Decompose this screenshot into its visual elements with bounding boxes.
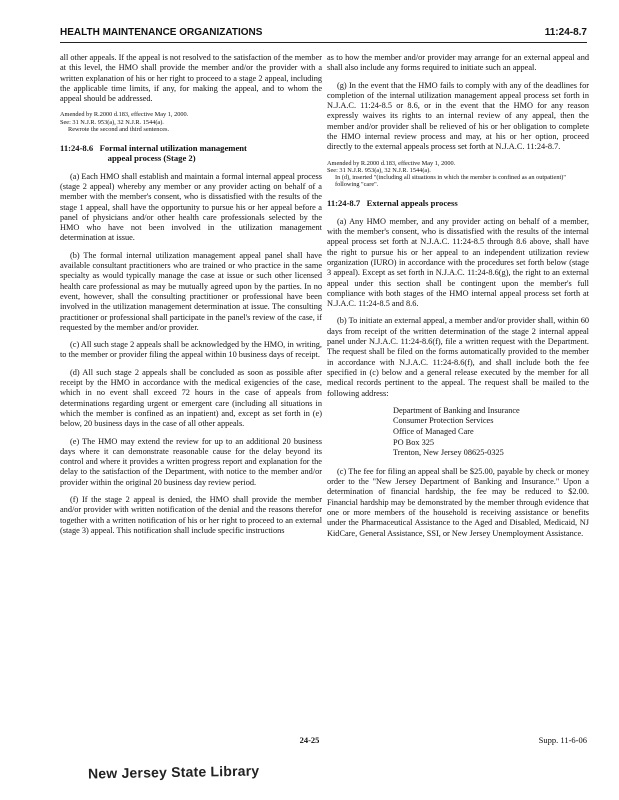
section-title: External appeals process	[366, 198, 458, 209]
section-number: 11:24-8.7	[327, 198, 361, 209]
paragraph-c: (c) The fee for filing an appeal shall be $25.00, payable by check or money order to the "New Jersey Department of Banking and Insurance." Upon a determination of financial hardship, the fee may be reduced to $2.00. Financial hardship may be demonstrated by the member through evidence that one or more members of the household is receiving assistance or benefits under the Pharmaceutical Assistance to the Aged and Disabled, Medicaid, NJ KidCare, General Assistance, SSI, or New Jersey Unemployment Assistance.	[327, 466, 589, 538]
paragraph-a: (a) Each HMO shall establish and maintain a formal internal appeal process (stage 2 appeal) whereby any member or any provider acting on behalf of a member with the member's consent, who is dissatisfied with the results of the stage 1 appeal, shall have the opportunity to pursue his or her appeal before a panel of physicians and/or other health care professionals selected by the HMO who have not been involved in the utilization management determination at issue.	[60, 171, 322, 243]
paragraph-g: (g) In the event that the HMO fails to comply with any of the deadlines for completion of the internal utilization management appeal process set forth in N.J.A.C. 11:24-8.5 or 8.6, or in the event that the HMO for any reason expressly waives its rights to an internal review of any appeal, then the member and/or provider shall be relieved of his or her obligation to complete the HMO internal review process and may, at his or her option, proceed directly to the external appeals process set forth at N.J.A.C. 11:24-8.7.	[327, 80, 589, 152]
running-header	[60, 27, 587, 41]
left-column	[60, 53, 322, 543]
amendment-note: Amended by R.2000 d.183, effective May 1, 2000. See: 31 N.J.R. 953(a), 32 N.J.R. 1544(a). In (d), inserted "(including all situations in which the member is confined as an outpatient)" following "care".	[327, 159, 566, 189]
section-title-line1: Formal internal utilization management	[99, 143, 247, 154]
paragraph-b: (b) To initiate an external appeal, a member and/or provider shall, within 60 days from receipt of the written determination of the stage 2 internal appeal panel under N.J.A.C. 11:24-8.6(f), file a written request with the Department. The request shall be filed on the forms automatically provided to the member in accordance with N.J.A.C. 11:24-8.6(f), and shall include both the fee specified in (c) below and a general release executed by the member for all medical records pertinent to the appeal. The request shall be mailed to the following address:	[327, 316, 589, 398]
paragraph-continued: as to how the member and/or provider may arrange for an external appeal and shall also include any forms required to initiate such an appeal.	[327, 53, 589, 73]
paragraph-b: (b) The formal internal utilization management appeal panel shall have available consultant practitioners who are trained or who practice in the same specialty as would typically manage the case at issue or such other licensed health care professional as may be mutually agreed upon by the parties. In no event, however, shall the consulting practitioner or professional have been involved in the utilization management determination at issue. The consulting practitioner or professional shall participate in the panel's review of the case, if requested by the member and/or provider.	[60, 250, 322, 332]
section-number: 11:24-8.6	[60, 143, 94, 154]
section-title-line2: appeal process (Stage 2)	[107, 153, 196, 164]
right-column	[327, 53, 589, 546]
paragraph-a: (a) Any HMO member, and any provider acting on behalf of a member, with the member's consent, who is dissatisfied with the results of the internal appeal process set forth at N.J.A.C. 11:24-8.5 through 8.6 above, shall have the right to pursue his or her appeal to an independent utilization review organization (IURO) in accordance with the procedures set forth below (stage 3 appeal). Except as set forth in N.J.A.C. 11:24-8.6(g), the right to an external appeal under this section shall be contingent upon the member's full compliance with both stages of the HMO internal appeal process set forth at N.J.A.C. 11:24-8.5 and 8.6.	[327, 216, 589, 309]
section-heading	[60, 143, 322, 164]
header-rule	[60, 42, 587, 43]
paragraph-continued: all other appeals. If the appeal is not resolved to the satisfaction of the member at this level, the HMO shall provide the member and/or the provider with a written explanation of his or her right to proceed to a stage 2 appeal, including the applicable time limits, if any, for making the appeal, and to whom the appeal should be addressed.	[60, 53, 322, 104]
supplement-date: Supp. 11-6-06	[538, 735, 587, 745]
header-title: HEALTH MAINTENANCE ORGANIZATIONS	[60, 27, 263, 38]
library-stamp: New Jersey State Library	[87, 762, 260, 782]
paragraph-c: (c) All such stage 2 appeals shall be acknowledged by the HMO, in writing, to the member or provider filing the appeal within 10 business days of receipt.	[60, 340, 322, 360]
page-number: 24-25	[299, 735, 320, 745]
amendment-note: Amended by R.2000 d.183, effective May 1, 2000. See: 31 N.J.R. 953(a), 32 N.J.R. 1544(a). Rewrote the second and third sentences.	[60, 111, 189, 133]
paragraph-f: (f) If the stage 2 appeal is denied, the HMO shall provide the member and/or provider with written notification of the denial and the reasons therefor together with a written notification of his or her right to proceed to an external (stage 3) appeal. This notification shall include specific instructions	[60, 495, 322, 535]
mailing-address: Department of Banking and Insurance Consumer Protection Services Office of Managed Care PO Box 325 Trenton, New Jersey 08625-0325	[393, 405, 520, 458]
paragraph-e: (e) The HMO may extend the review for up to an additional 20 business days where it can demonstrate reasonable cause for the delay beyond its control and where it provides a written progress report and explanation for the delay to the satisfaction of the Department, with notice to the member and/or provider within the original 20 business day review period.	[60, 436, 322, 487]
header-section: 11:24-8.7	[544, 27, 587, 38]
section-heading	[327, 198, 589, 208]
paragraph-d: (d) All such stage 2 appeals shall be concluded as soon as possible after receipt by the HMO in accordance with the medical exigencies of the case, which in no event shall exceed 72 hours in the case of appeals from determinations regarding urgent or emergent care (including all situations in which the member is confined as an inpatient) and, except as set forth in (e) below, 20 business days in the case of all other appeals.	[60, 367, 322, 429]
